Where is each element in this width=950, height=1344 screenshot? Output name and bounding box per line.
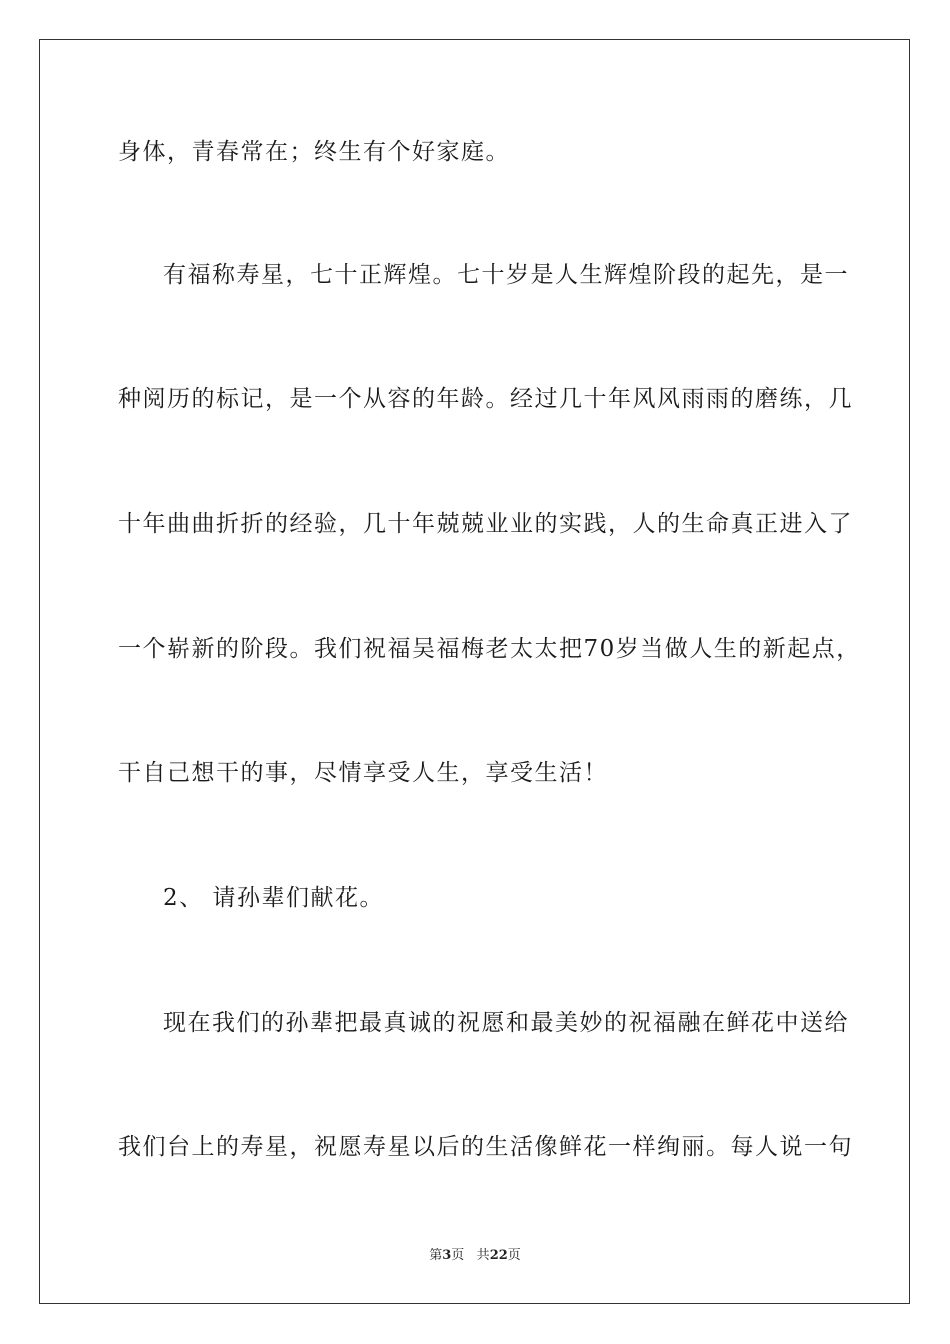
page-suffix: 页 — [451, 1248, 465, 1263]
page-border — [39, 39, 910, 1304]
body-line-5: 一个崭新的阶段。我们祝福吴福梅老太太把70岁当做人生的新起点， — [118, 636, 861, 662]
page-prefix: 第 — [429, 1248, 443, 1263]
body-line-3: 种阅历的标记，是一个从容的年龄。经过几十年风风雨雨的磨练，几 — [118, 386, 853, 412]
total-prefix: 共 — [476, 1248, 490, 1263]
body-line-4: 十年曲曲折折的经验，几十年兢兢业业的实践，人的生命真正进入了 — [118, 511, 853, 537]
body-line-8: 现在我们的孙辈把最真诚的祝愿和最美妙的祝福融在鲜花中送给 — [163, 1010, 849, 1036]
page-number: 3 — [442, 1248, 452, 1263]
body-line-1: 身体，青春常在；终生有个好家庭。 — [118, 139, 510, 165]
total-suffix: 页 — [507, 1248, 521, 1263]
list-item-2: 2、 请孙辈们献花。 — [163, 885, 384, 911]
total-pages: 22 — [489, 1248, 508, 1263]
body-line-2: 有福称寿星，七十正辉煌。七十岁是人生辉煌阶段的起先，是一 — [163, 262, 849, 288]
body-line-9: 我们台上的寿星，祝愿寿星以后的生活像鲜花一样绚丽。每人说一句 — [118, 1134, 853, 1160]
page-footer — [0, 1248, 950, 1264]
body-line-6: 干自己想干的事，尽情享受人生，享受生活！ — [118, 760, 608, 786]
